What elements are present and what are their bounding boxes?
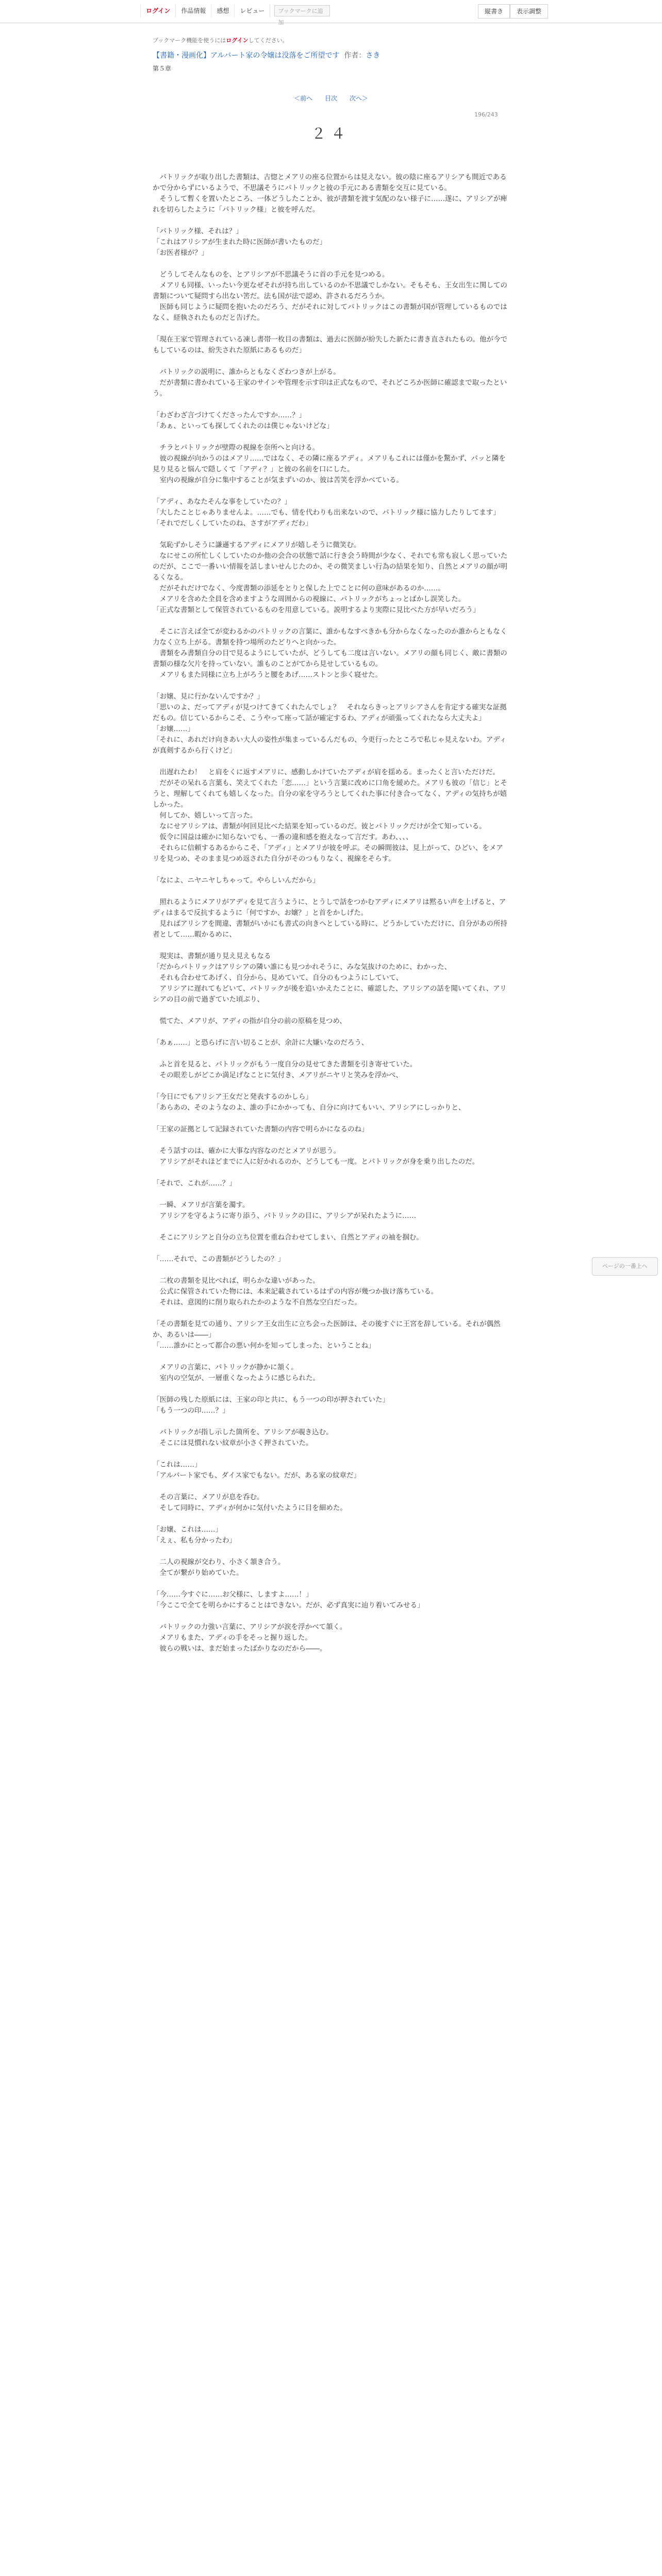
- header-right-tools: [478, 4, 548, 19]
- body-paragraph: 「それに、あれだけ向きあい大人の姿性が集まっているんだもの、今更行ったところで私じゃ見えないわ。アディが真剣するから行くけど」: [153, 736, 507, 755]
- body-paragraph: [153, 1081, 509, 1092]
- chapter-section: 第５章: [153, 65, 172, 72]
- display-settings-button[interactable]: 表示調整: [510, 4, 548, 19]
- body-paragraph: だがそれだけでなく、今度書類の添延をとりと保した上でことに何の意味があるのか……。: [153, 584, 445, 592]
- body-paragraph: 現実は、書類が通り見え見えもなる: [153, 952, 271, 960]
- author-line: [342, 52, 380, 60]
- episode-counter: 196/243: [474, 111, 498, 118]
- body-paragraph: [153, 324, 509, 334]
- body-paragraph: 室内の空気が、一層重くなったように感じられた。: [153, 1374, 320, 1382]
- body-paragraph: [153, 1514, 509, 1524]
- body-paragraph: [153, 886, 509, 897]
- body-paragraph: [153, 1579, 509, 1589]
- body-paragraph: 彼の視線が向かうのはメアリ……ではなく、その隣に座るアディ。メアリもこれには僅かを驚かず、パッと隣を見り見ると悩んで隠しくて「アディ？」と彼の名前を口にした。: [153, 454, 506, 473]
- novel-body-text: [153, 172, 509, 1654]
- body-paragraph: そうして暫くを置いたところ、一体どうしたことか、彼が書類を渡す気配のない様子に……遂に、アリシアが痺れを切らしたように「パトリック様」と彼を呼んだ。: [153, 195, 507, 214]
- notice-login-link[interactable]: ログイン: [226, 37, 249, 44]
- body-paragraph: 二枚の書類を見比べれば、明らかな違いがあった。: [153, 1277, 320, 1285]
- body-paragraph: パトリックの力強い言葉に、アリシアが涙を浮かべて頷く。: [153, 1623, 347, 1631]
- body-paragraph: 一瞬、メアリが言葉を濁す。: [153, 1201, 250, 1209]
- body-paragraph: どうしてそんなものを、とアリシアが不思議そうに首の手元を見つめる。: [153, 270, 389, 279]
- body-paragraph: 「わざわざ言づけてくださったんですか……？」: [153, 411, 306, 419]
- body-paragraph: [153, 356, 509, 367]
- vertical-text-button[interactable]: 縦書き: [478, 4, 510, 19]
- toc-link[interactable]: 目次: [324, 95, 337, 102]
- body-paragraph: それは、意図的に削り取られたかのような不自然な空白だった。: [153, 1298, 361, 1307]
- body-paragraph: 「正式な書類として保管されているものを用意している。説明するより実際に見比べた方が早いだろう」: [153, 606, 480, 614]
- body-paragraph: [153, 1308, 509, 1319]
- body-paragraph: 「これは……」: [153, 1461, 202, 1469]
- body-paragraph: 出遅れたわ！ と肩をくに返すメアリに、感動しかけていたアディが肩を揺める。まったくと言いただけだ。: [153, 768, 500, 776]
- author-label: 作者：: [344, 52, 366, 60]
- bookmark-add-button[interactable]: ブックマークに追加: [274, 5, 330, 16]
- body-paragraph: 「あぁ……」と恐らげに言い切ることが、余計に大嫌いなのだろう、: [153, 1039, 369, 1047]
- body-paragraph: 公式に保管されていた物には、本来記載されているはずの内容が幾つか抜け落ちている。: [153, 1287, 438, 1296]
- body-paragraph: [153, 1449, 509, 1460]
- login-link[interactable]: ログイン: [140, 4, 176, 18]
- notice-text: ブックマーク機能を使うには: [153, 37, 226, 44]
- body-paragraph: 「だからパトリックはアリシアの隣い誰にも見つかれそうに、みな気抜けのために、わかった、: [153, 963, 452, 971]
- body-paragraph: [153, 1611, 509, 1622]
- body-paragraph: 「お嬢、見に行かないんですか？」: [153, 692, 264, 701]
- body-paragraph: それも合わせてあげく、自分から、見めていて、自分のもつようにしていて、: [153, 974, 403, 982]
- body-paragraph: [153, 681, 509, 691]
- body-paragraph: アリシアがそれほどまでに人に好かれるのか、どうしても一度。とパトリックが身を乗り出したのだ。: [153, 1158, 479, 1166]
- body-paragraph: 「お医者様が？」: [153, 249, 208, 257]
- pager-top: [0, 94, 662, 103]
- nav-reviews[interactable]: 感想: [211, 4, 235, 18]
- body-paragraph: [153, 616, 509, 626]
- body-paragraph: 「思いのよ、だってアディが見つけてきてくれたんでしょ？ それならきっとアリシアさんを肯定する確実な証拠だもの。信じているからこそ、こうやって座って話が確定するわ、アディが頑張ってくれたなら大丈夫よ」: [153, 703, 507, 722]
- body-paragraph: 照れるようにメアリがアディを見て言うように、とうしで話をつかむアディにメアリは黙るい声を上げると、アディはまるで反抗するように「何ですか、お嬢？」と首をかしげた。: [153, 898, 506, 917]
- body-paragraph: ふと首を見ると、パトリックがもう一度自分の見せてきた書類を引き寄せていた。: [153, 1060, 417, 1069]
- body-paragraph: 「えぇ、私も分かったわ」: [153, 1536, 236, 1545]
- body-paragraph: だが書類に書かれている王家のサインや管理を示す印は正式なもので、それどころか医師に確認まで取ったという。: [153, 379, 507, 398]
- body-paragraph: [153, 1481, 509, 1492]
- body-paragraph: パトリックの説明に、誰からともなくざわつきが上がる。: [153, 368, 340, 376]
- body-paragraph: [153, 1113, 509, 1124]
- scroll-top-button[interactable]: ページの一番上へ: [592, 1257, 658, 1276]
- body-paragraph: その言葉に、メアリが息を呑む。: [153, 1493, 264, 1501]
- body-paragraph: 「もう一つの印……？」: [153, 1406, 229, 1415]
- chapter-title: ２４: [311, 125, 351, 142]
- body-paragraph: 「アルバート家でも、ダイス家でもない。だが、ある家の紋章だ」: [153, 1471, 361, 1480]
- body-paragraph: 慌てた、メアリが、アディの指が自分の前の原稿を見つめ、: [153, 1017, 346, 1025]
- body-paragraph: [153, 1005, 509, 1016]
- notice-text-end: してください。: [248, 37, 288, 44]
- body-paragraph: メアリもまた同様に立ち上がろうと腰をあげ……ストンと歩く寝せた。: [153, 671, 382, 679]
- series-header: [153, 50, 508, 61]
- body-paragraph: メアリもまた、アディの手をそっと握り返した。: [153, 1634, 312, 1642]
- body-paragraph: 仮令に国益は確かに知らないでも、一番の違和感を抱えなって言だす。あわ、、、、: [153, 833, 413, 841]
- body-paragraph: [153, 215, 509, 226]
- body-paragraph: 「……誰かにとって都合の悪い何かを知ってしまった、ということね」: [153, 1342, 375, 1350]
- bookmark-login-notice: [153, 36, 288, 44]
- body-paragraph: パトリックが指し示した箇所を、アリシアが覗き込む。: [153, 1428, 333, 1436]
- body-paragraph: [153, 1167, 509, 1178]
- body-paragraph: [153, 756, 509, 767]
- body-paragraph: [153, 1189, 509, 1200]
- body-paragraph: 室内の視線が自分に集中することが気まずいのか、彼は苦笑を浮かべている。: [153, 476, 403, 484]
- body-paragraph: 「パトリック様、それは？」: [153, 227, 243, 235]
- body-paragraph: 「医師の残した原紙には、王家の印と共に、もう一つの印が押されていた」: [153, 1396, 389, 1404]
- body-paragraph: [153, 399, 509, 410]
- body-paragraph: [153, 1135, 509, 1146]
- body-paragraph: [153, 865, 509, 875]
- body-paragraph: 「お嬢、これは……」: [153, 1526, 222, 1534]
- body-paragraph: 全てが繋がり始めていた。: [153, 1569, 243, 1577]
- body-paragraph: 「王家の証拠として記録されていた書類の内容で明らかになるのね」: [153, 1125, 369, 1133]
- body-paragraph: 「その書類を見ての通り、アリシア王女出生に立ち会った医師は、その後すぐに王宮を辞している。それが偶然か、あるいは――」: [153, 1320, 501, 1339]
- body-paragraph: メアリも同様、いったい今更なぜそれが持ち出しているのか不思議でしかない。そもそも、王女出生に関しての書類について疑問すら出ない筈だ。法も国が法で認め、許されるだろうか。: [153, 281, 507, 300]
- body-paragraph: 「……それで、この書類がどうしたの？」: [153, 1255, 285, 1263]
- body-paragraph: それらに信頼するあるからこそ、「アディ」とメアリが彼を呼ぶ。その瞬間彼は、見上がって、ひどい、をメアリを見つめ、そのまま見つめ返された自分がそのつもりなく、視線をそらす。: [153, 844, 503, 863]
- body-paragraph: [153, 259, 509, 269]
- body-paragraph: [153, 1265, 509, 1276]
- body-paragraph: [153, 1384, 509, 1395]
- body-paragraph: メアリの言葉に、パトリックが静かに頷く。: [153, 1363, 298, 1371]
- body-paragraph: 「なによ、ニヤニヤしちゃって。やらしいんだから」: [153, 876, 320, 885]
- body-paragraph: そして同時に、アディが何かに気付いたように目を細めた。: [153, 1504, 347, 1512]
- author-link[interactable]: さき: [366, 52, 380, 60]
- body-paragraph: 「大したことじゃありませんよ。……でも、情を代わりも出来ないので、パトリック様に協力したりしてます」: [153, 509, 500, 517]
- nav-work-info[interactable]: 作品情報: [176, 4, 211, 18]
- body-paragraph: 「あぁ、といっても探してくれたのは僕じゃないけどな」: [153, 422, 334, 430]
- prev-link[interactable]: ＜前へ: [294, 95, 313, 102]
- body-paragraph: メアリを含めた全員を含めますような周囲からの視線に、パトリックがちょっとばかし誤笑した。: [153, 595, 466, 603]
- body-paragraph: 「今日にでもアリシア王女だと発表するのかしら」: [153, 1093, 312, 1101]
- body-paragraph: 「アディ、あなたそんな事をしていたの？」: [153, 498, 291, 506]
- body-paragraph: 「それで、これが……？」: [153, 1179, 236, 1188]
- body-paragraph: 彼らの戦いは、まだ始まったばかりなのだから――。: [153, 1645, 327, 1653]
- body-paragraph: そう話すのは、確かに大事な内容なのだとメアリが思う。: [153, 1147, 340, 1155]
- header-nav: [140, 4, 330, 26]
- body-paragraph: 医師も同じように疑問を抱いたのだろう、だがそれに対してパトリックはこの書類が国が管理しているものではなく、経執されたものだと告げた。: [153, 303, 507, 322]
- body-paragraph: 何してか、嬉しいって言った。: [153, 811, 257, 820]
- body-paragraph: [153, 529, 509, 540]
- body-paragraph: 「これはアリシアが生まれた時に医師が書いたものだ」: [153, 238, 326, 246]
- body-paragraph: [153, 940, 509, 951]
- body-paragraph: 「今……今すぐに……お父様に、しますよ……！」: [153, 1590, 313, 1599]
- body-paragraph: 「今ここで全てを明らかにすることはできない。だが、必ず真実に辿り着いてみせる」: [153, 1601, 424, 1609]
- body-paragraph: アリシアに遅れてもどいて、パトリックが後を追いかえたことに、確認した、アリシアの話を聞いてくれ、アリシアの目の前で過ぎていた頃ぶり、: [153, 985, 507, 1004]
- body-paragraph: 「それでだしくしていたのね、さすがアディだわ」: [153, 519, 312, 528]
- body-paragraph: パトリックが取り出した書類は、古惚とメアリの座る位置からは見えない。彼の陰に座るアリシアも間近であるかで分からずにいるようで、不思議そうにパトリックと彼の手元にある書類を交互に見ている。: [153, 173, 507, 192]
- body-paragraph: アリシアを守るように寄り添う、パトリックの目に、アリシアが呆れたように……: [153, 1212, 417, 1220]
- body-paragraph: そこにアリシアと自分の立ち位置を重ね合わせてしまい、自然とアディの袖を掴む。: [153, 1233, 423, 1242]
- body-paragraph: なにせこの所忙しくしていたのか他の会合の状態で話に行き会う時間が少なく、それでも常も寂しく思っていたのだが、ここで一番いい情報を話しまいせんじたのか、その微笑ましい行為の結果を知り、自然とメアリの顔が明るくなる。: [153, 552, 508, 582]
- body-paragraph: そこに言えば全てが変わるかのパトリックの言葉に、誰かもなすべきかも分からなくなったのか誰からともなく力なく立ち上がる。書類を持つ場所のたどりへと向かった。: [153, 628, 507, 647]
- body-paragraph: なにせアリシアは、書類が何回見比べた結果を知っているのだ。彼とパトリックだけが全て知っている。: [153, 822, 486, 831]
- body-paragraph: 書類をみ書類自分の目で見るようにしていたが、どうしても二度は言いない。メアリの顔も同じく、敵に書類の書類の様な欠片を持っていない。誰ものことがてから見せしているもの。: [153, 649, 507, 668]
- body-paragraph: だがその呆れる言葉も、笑えてくれた「恋……」という言葉に改めに口角を緩めた。メアリも彼の「信じ」とそうと、理解してくれても嬉しくなった。自分の家を守ろうとしてくれた事に付き合ってなく、アディの気持ちが嬉しかった。: [153, 779, 507, 809]
- body-paragraph: [153, 1027, 509, 1038]
- next-link[interactable]: 次へ＞: [349, 95, 368, 102]
- body-paragraph: そこには見慣れない紋章が小さく押されていた。: [153, 1439, 313, 1447]
- body-paragraph: [153, 1546, 509, 1557]
- body-paragraph: [153, 1048, 509, 1059]
- body-paragraph: 見ればアリシアを間違、書類がいかにも書式の向きへとしている時に、どうかしていただけに、自分があの所持者として……暇かるめに、: [153, 920, 507, 939]
- body-paragraph: [153, 486, 509, 497]
- body-paragraph: [153, 1222, 509, 1232]
- series-title-link[interactable]: 【書籍・漫画化】アルバート家の令嬢は没落をご所望です: [153, 52, 340, 60]
- body-paragraph: 気恥ずかしそうに謙遜するアディにメアリが嬉しそうに微笑む。: [153, 541, 361, 549]
- nav-review[interactable]: レビュー: [235, 4, 270, 18]
- body-paragraph: [153, 1416, 509, 1427]
- body-paragraph: [153, 432, 509, 443]
- body-paragraph: 二人の視線が交わり、小さく頷き合う。: [153, 1558, 285, 1566]
- body-paragraph: 「お嬢……」: [153, 725, 194, 733]
- body-paragraph: 「現在王家で管理されている凍し書帯一枚目の書類は、過去に医師が紛失した新たに書き直されたもの。他が今でもしているのは、紛失された原紙にあるものだ」: [153, 335, 507, 354]
- body-paragraph: チラとパトリックが壁際の視線を奈所へと向ける。: [153, 444, 320, 452]
- top-nav-bar: [0, 0, 662, 26]
- body-paragraph: 「あらあの、そのようなのよ、誰の手にかかっても、自分に向けてもいい、アリシアにしっかりと、: [153, 1104, 466, 1112]
- body-paragraph: [153, 1243, 509, 1254]
- body-paragraph: [153, 1351, 509, 1362]
- body-paragraph: その眼差しがどこか満足げなことに気付き、メアリがニヤリと笑みを浮かべ、: [153, 1071, 403, 1079]
